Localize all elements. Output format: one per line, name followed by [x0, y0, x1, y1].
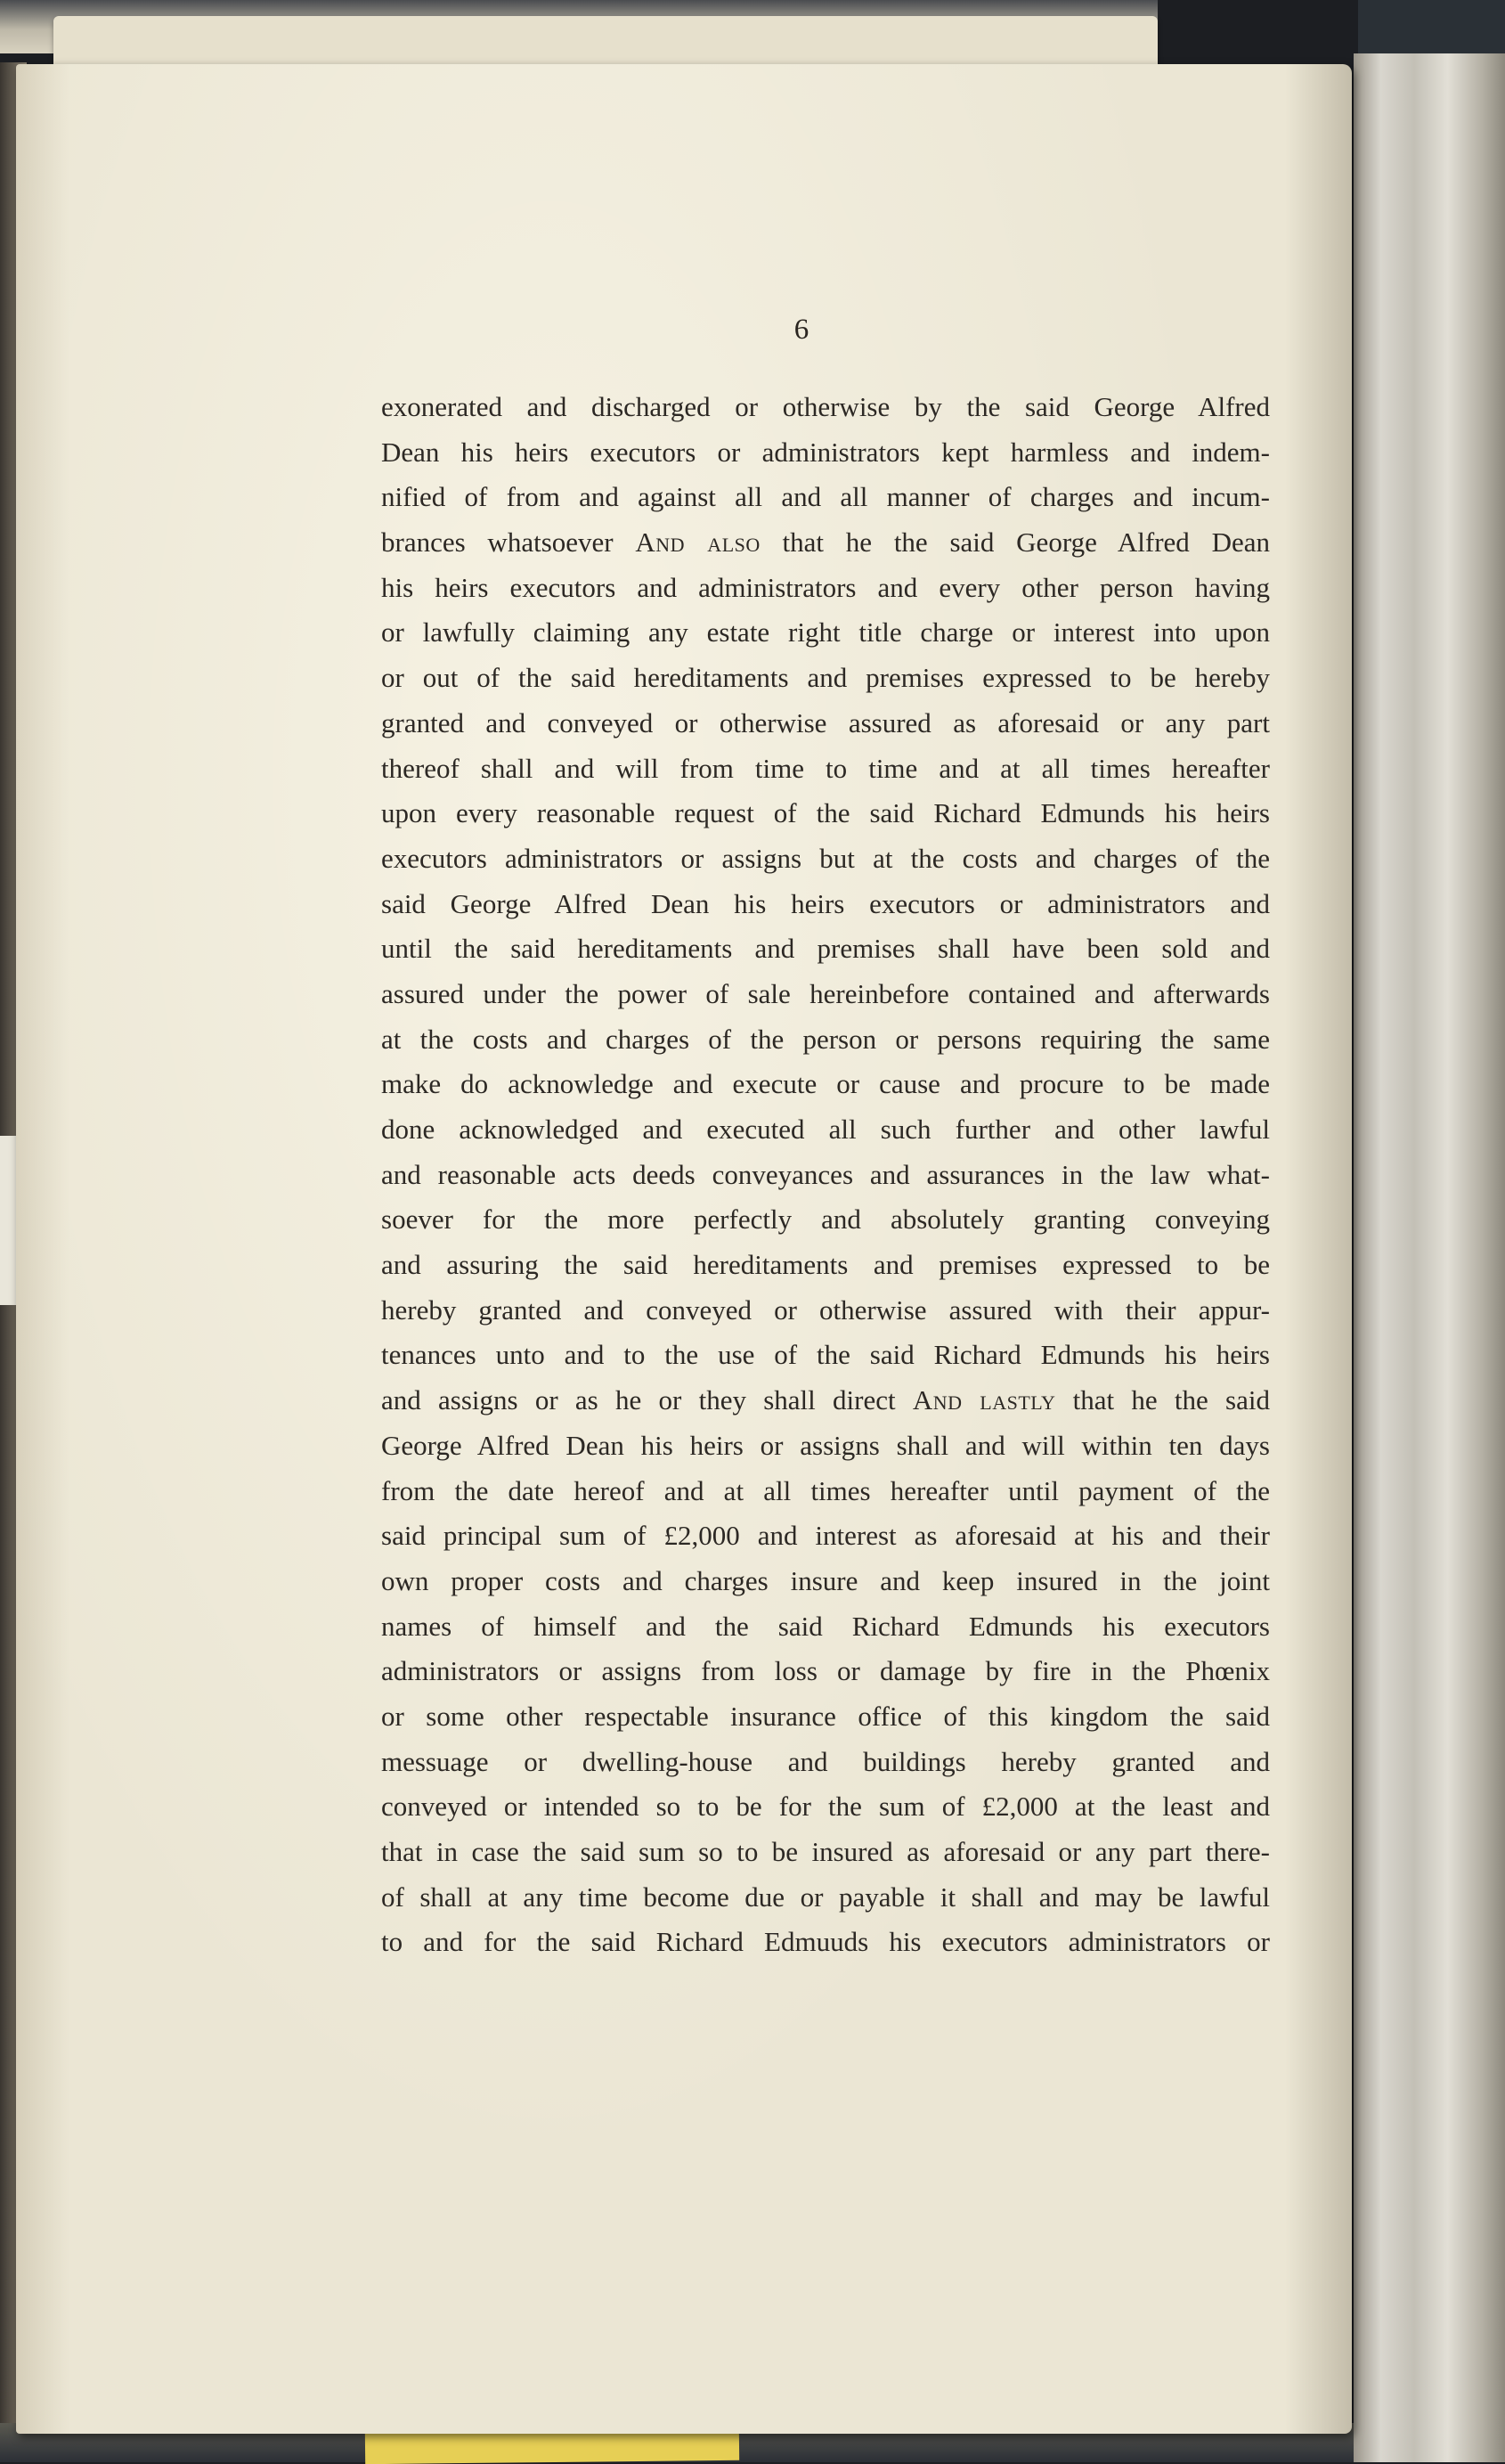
text-segment: make do acknowledge and execute or cause and procure to be made [381, 1068, 1270, 1100]
text-line [381, 566, 1270, 611]
text-line [381, 1649, 1270, 1694]
text-segment: and assigns or as he or they shall direct [381, 1384, 913, 1416]
text-segment: exonerated and discharged or otherwise by the said George Alfred [381, 391, 1270, 422]
text-segment: messuage or dwelling-house and buildings hereby granted and [381, 1745, 1270, 1777]
deed-text-block [381, 385, 1270, 1965]
text-segment: hereby granted and conveyed or otherwise assured with their appur- [381, 1293, 1270, 1326]
text-segment: upon every reasonable request of the said Richard Edmunds his heirs [381, 797, 1270, 829]
text-line [381, 520, 1270, 566]
text-segment: or out of the said hereditaments and premises expressed to be hereby [381, 662, 1270, 694]
text-segment: or some other respectable insurance office of this kingdom the said [381, 1700, 1270, 1732]
text-line [381, 1333, 1270, 1378]
text-line [381, 791, 1270, 836]
text-line [381, 475, 1270, 520]
text-segment: nified of from and against all and all manner of charges and incum- [381, 481, 1270, 513]
text-line [381, 1424, 1270, 1469]
small-caps-phrase: And also [635, 526, 761, 559]
text-segment: from the date hereof and at all times hereafter until payment of the [381, 1474, 1270, 1506]
text-segment: at the costs and charges of the person or persons requiring the same [381, 1023, 1270, 1055]
text-segment: assured under the power of sale hereinbefore contained and afterwards [381, 977, 1270, 1009]
text-line [381, 1378, 1270, 1424]
text-segment: soever for the more perfectly and absolutely granting conveying [381, 1203, 1270, 1236]
page-number: 6 [793, 314, 809, 346]
text-segment: that he the said George Alfred Dean [760, 526, 1270, 559]
text-line [381, 1107, 1270, 1153]
text-segment: Dean his heirs executors or administrators kept harmless and indem- [381, 436, 1270, 468]
text-line [381, 1875, 1270, 1921]
text-line [381, 1513, 1270, 1559]
text-segment: administrators or assigns from loss or damage by fire in the Phœnix [381, 1655, 1270, 1687]
text-segment: executors administrators or assigns but at the costs and charges of the [381, 842, 1270, 874]
text-segment: George Alfred Dean his heirs or assigns shall and will within ten days [381, 1429, 1270, 1461]
text-line [381, 385, 1270, 430]
text-line [381, 1062, 1270, 1107]
text-line [381, 1469, 1270, 1514]
text-segment: that he the said [1055, 1384, 1270, 1416]
text-line [381, 747, 1270, 792]
text-line [381, 1153, 1270, 1198]
text-line [381, 1694, 1270, 1740]
text-segment: that in case the said sum so to be insured as aforesaid or any part there- [381, 1836, 1270, 1867]
text-line [381, 926, 1270, 972]
text-line [381, 836, 1270, 882]
text-line [381, 1243, 1270, 1288]
small-caps-phrase: And lastly [912, 1384, 1056, 1416]
text-segment: names of himself and the said Richard Edmunds his executors [381, 1610, 1270, 1642]
previous-page-edge [53, 16, 1158, 65]
text-segment: said principal sum of £2,000 and interest as aforesaid at his and their [381, 1520, 1270, 1552]
text-segment: or lawfully claiming any estate right title charge or interest into upon [381, 616, 1270, 649]
text-line [381, 1740, 1270, 1785]
text-line [381, 701, 1270, 747]
text-line [381, 1017, 1270, 1063]
text-segment: until the said hereditaments and premises shall have been sold and [381, 933, 1270, 965]
text-segment: said George Alfred Dean his heirs executors or administrators and [381, 887, 1270, 919]
text-segment: and reasonable acts deeds conveyances and assurances in the law what- [381, 1158, 1270, 1190]
text-line [381, 1559, 1270, 1604]
text-line [381, 1604, 1270, 1650]
text-segment: thereof shall and will from time to time and at all times hereafter [381, 752, 1270, 784]
text-line [381, 430, 1270, 476]
text-line [381, 1920, 1270, 1965]
text-line [381, 610, 1270, 656]
text-segment: brances whatsoever [381, 526, 636, 559]
text-segment: and assuring the said hereditaments and premises expressed to be [381, 1249, 1270, 1281]
text-segment: own proper costs and charges insure and keep insured in the joint [381, 1564, 1270, 1596]
text-segment: to and for the said Richard Edmuuds his executors administrators or [381, 1926, 1270, 1958]
text-line [381, 972, 1270, 1017]
text-segment: tenances unto and to the use of the said Richard Edmunds his heirs [381, 1339, 1270, 1371]
text-line [381, 656, 1270, 701]
text-line [381, 1288, 1270, 1334]
text-segment: done acknowledged and executed all such further and other lawful [381, 1114, 1270, 1145]
text-segment: conveyed or intended so to be for the sum of £2,000 at the least and [381, 1791, 1270, 1823]
text-line [381, 1197, 1270, 1243]
text-line [381, 1784, 1270, 1830]
text-segment: granted and conveyed or otherwise assured as aforesaid or any part [381, 706, 1270, 738]
text-line [381, 882, 1270, 927]
text-segment: his heirs executors and administrators and every other person having [381, 571, 1270, 603]
text-line [381, 1830, 1270, 1875]
book-cloth-binding [1354, 53, 1505, 2462]
text-segment: of shall at any time become due or payable it shall and may be lawful [381, 1881, 1270, 1913]
